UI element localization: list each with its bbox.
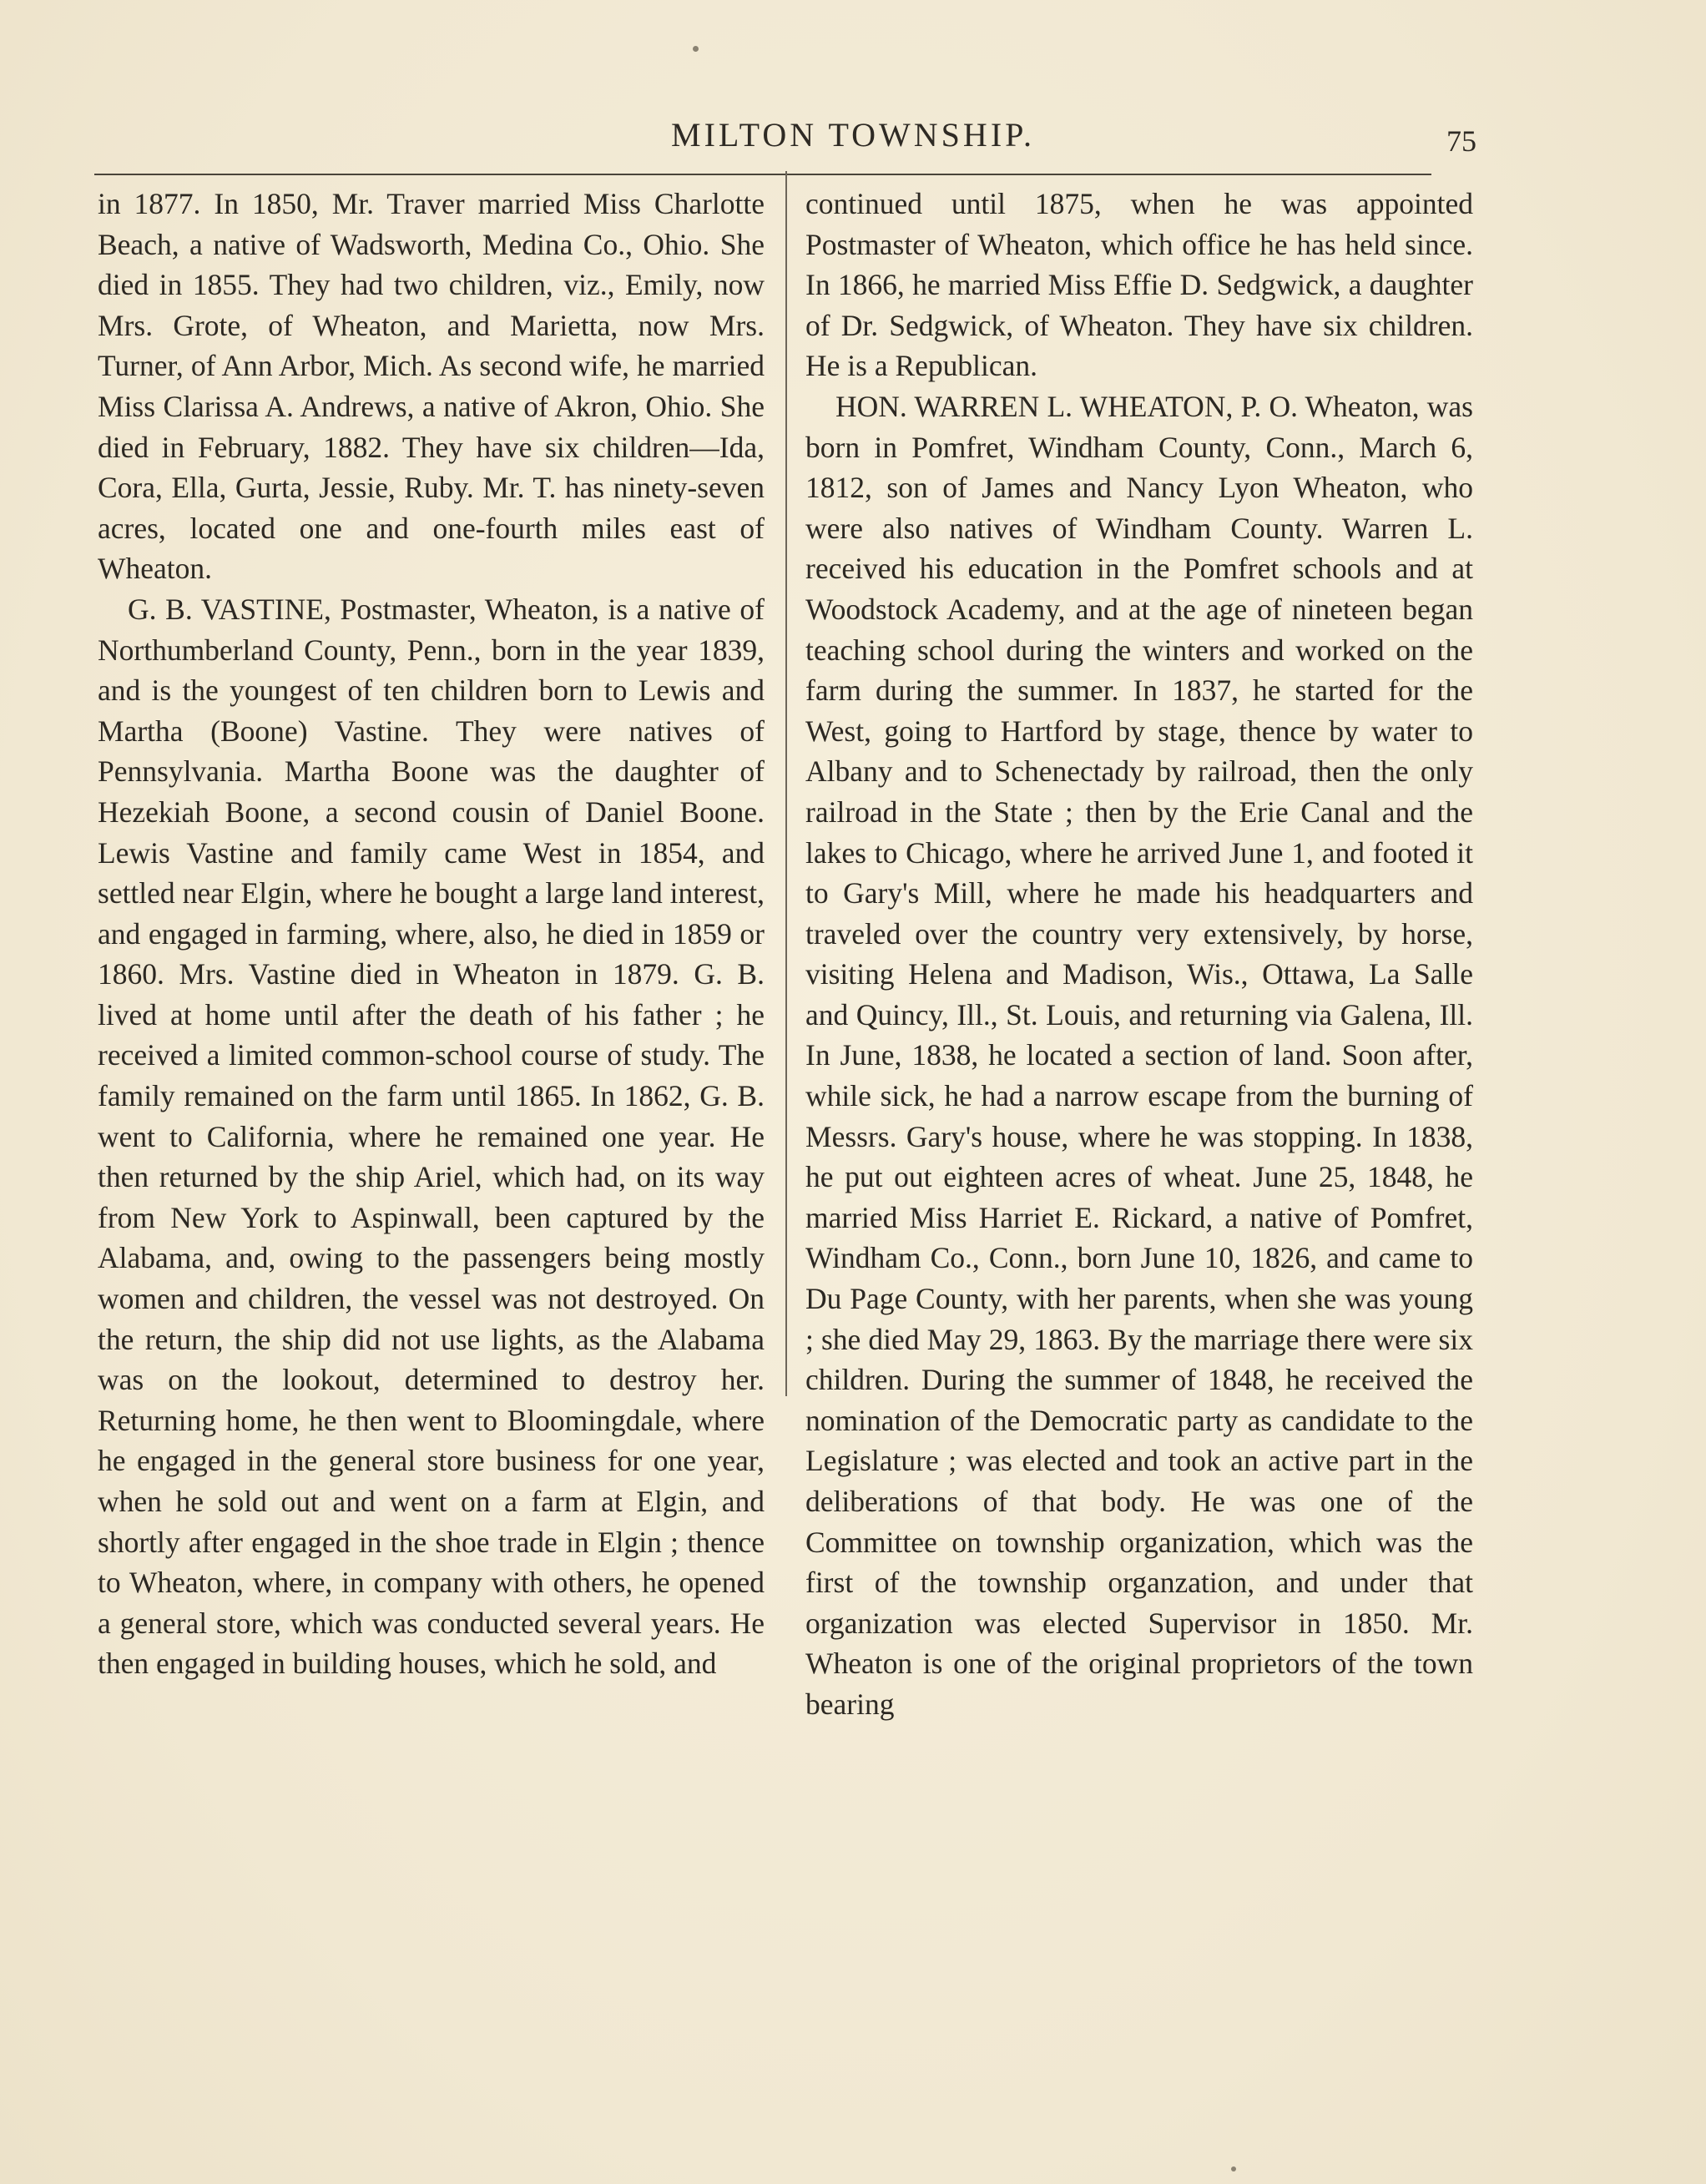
paper-speck bbox=[693, 46, 699, 52]
paper-speck bbox=[1231, 2166, 1236, 2171]
paragraph-traver-continuation: in 1877. In 1850, Mr. Traver married Miss Charlotte Beach, a native of Wadsworth, Medina Co., Ohio. She died in 1855. They had two children, viz., Emily, now Mrs. Grote, of Wheaton, and Marietta, now Mrs. Turner, of Ann Arbor, Mich. As second wife, he married Miss Clarissa A. Andrews, a native of Akron, Ohio. She died in February, 1882. They have six children—Ida, Cora, Ella, Gurta, Jessie, Ruby. Mr. T. has ninety-seven acres, located one and one-fourth miles east of Wheaton. bbox=[98, 187, 765, 586]
header-rule bbox=[94, 174, 1431, 175]
right-column bbox=[805, 184, 1473, 1725]
left-column bbox=[98, 184, 765, 1684]
paragraph-vastine-continuation: continued until 1875, when he was appointed Postmaster of Wheaton, which office he has held since. In 1866, he married Miss Effie D. Sedgwick, a daughter of Dr. Sedgwick, of Wheaton. They have six children. He is a Republican. bbox=[805, 187, 1473, 383]
page-number: 75 bbox=[1446, 124, 1476, 158]
paragraph-wheaton: HON. WARREN L. WHEATON, P. O. Wheaton, was born in Pomfret, Windham County, Conn., March 6, 1812, son of James and Nancy Lyon Wheaton, who were also natives of Windham County. Warren L. received his education in the Pomfret schools and at Woodstock Academy, and at the age of nineteen began teaching school during the winters and worked on the farm during the summer. In 1837, he started for the West, going to Hartford by stage, thence by water to Albany and to Schenectady by railroad, then the only railroad in the State ; then by the Erie Canal and the lakes to Chicago, where he arrived June 1, and footed it to Gary's Mill, where he made his headquarters and traveled over the country very extensively, by horse, visiting Helena and Madison, Wis., Ottawa, La Salle and Quincy, Ill., St. Louis, and returning via Galena, Ill. In June, 1838, he located a section of land. Soon after, while sick, he had a narrow escape from the burning of Messrs. Gary's house, where he was stopping. In 1838, he put out eighteen acres of wheat. June 25, 1848, he married Miss Harriet E. Rickard, a native of Pomfret, Windham Co., Conn., born June 10, 1826, and came to Du Page County, with her parents, when she was young ; she died May 29, 1863. By the marriage there were six children. During the summer of 1848, he received the nomination of the Democratic party as candidate to the Legislature ; was elected and took an active part in the deliberations of that body. He was one of the Committee on township organization, which was the first of the township organzation, and under that organization was elected Supervisor in 1850. Mr. Wheaton is one of the original proprietors of the town bearing bbox=[805, 389, 1473, 1721]
running-title: MILTON TOWNSHIP. bbox=[671, 116, 1035, 154]
paragraph-vastine: G. B. VASTINE, Postmaster, Wheaton, is a native of Northumberland County, Penn., born in the year 1839, and is the youngest of ten children born to Lewis and Martha (Boone) Vastine. They were natives of Pennsylvania. Martha Boone was the daughter of Hezekiah Boone, a second cousin of Daniel Boone. Lewis Vastine and family came West in 1854, and settled near Elgin, where he bought a large land interest, and engaged in farming, where, also, he died in 1859 or 1860. Mrs. Vastine died in Wheaton in 1879. G. B. lived at home until after the death of his father ; he received a limited common-school course of study. The family remained on the farm until 1865. In 1862, G. B. went to California, where he remained one year. He then returned by the ship Ariel, which had, on its way from New York to Aspinwall, been captured by the Alabama, and, owing to the passengers being mostly women and children, the vessel was not destroyed. On the return, the ship did not use lights, as the Alabama was on the lookout, determined to destroy her. Returning home, he then went to Bloomingdale, where he engaged in the general store business for one year, when he sold out and went on a farm at Elgin, and shortly after engaged in the shoe trade in Elgin ; thence to Wheaton, where, in company with others, he opened a general store, which was conducted several years. He then engaged in building houses, which he sold, and bbox=[98, 592, 765, 1681]
column-divider bbox=[785, 171, 787, 1396]
